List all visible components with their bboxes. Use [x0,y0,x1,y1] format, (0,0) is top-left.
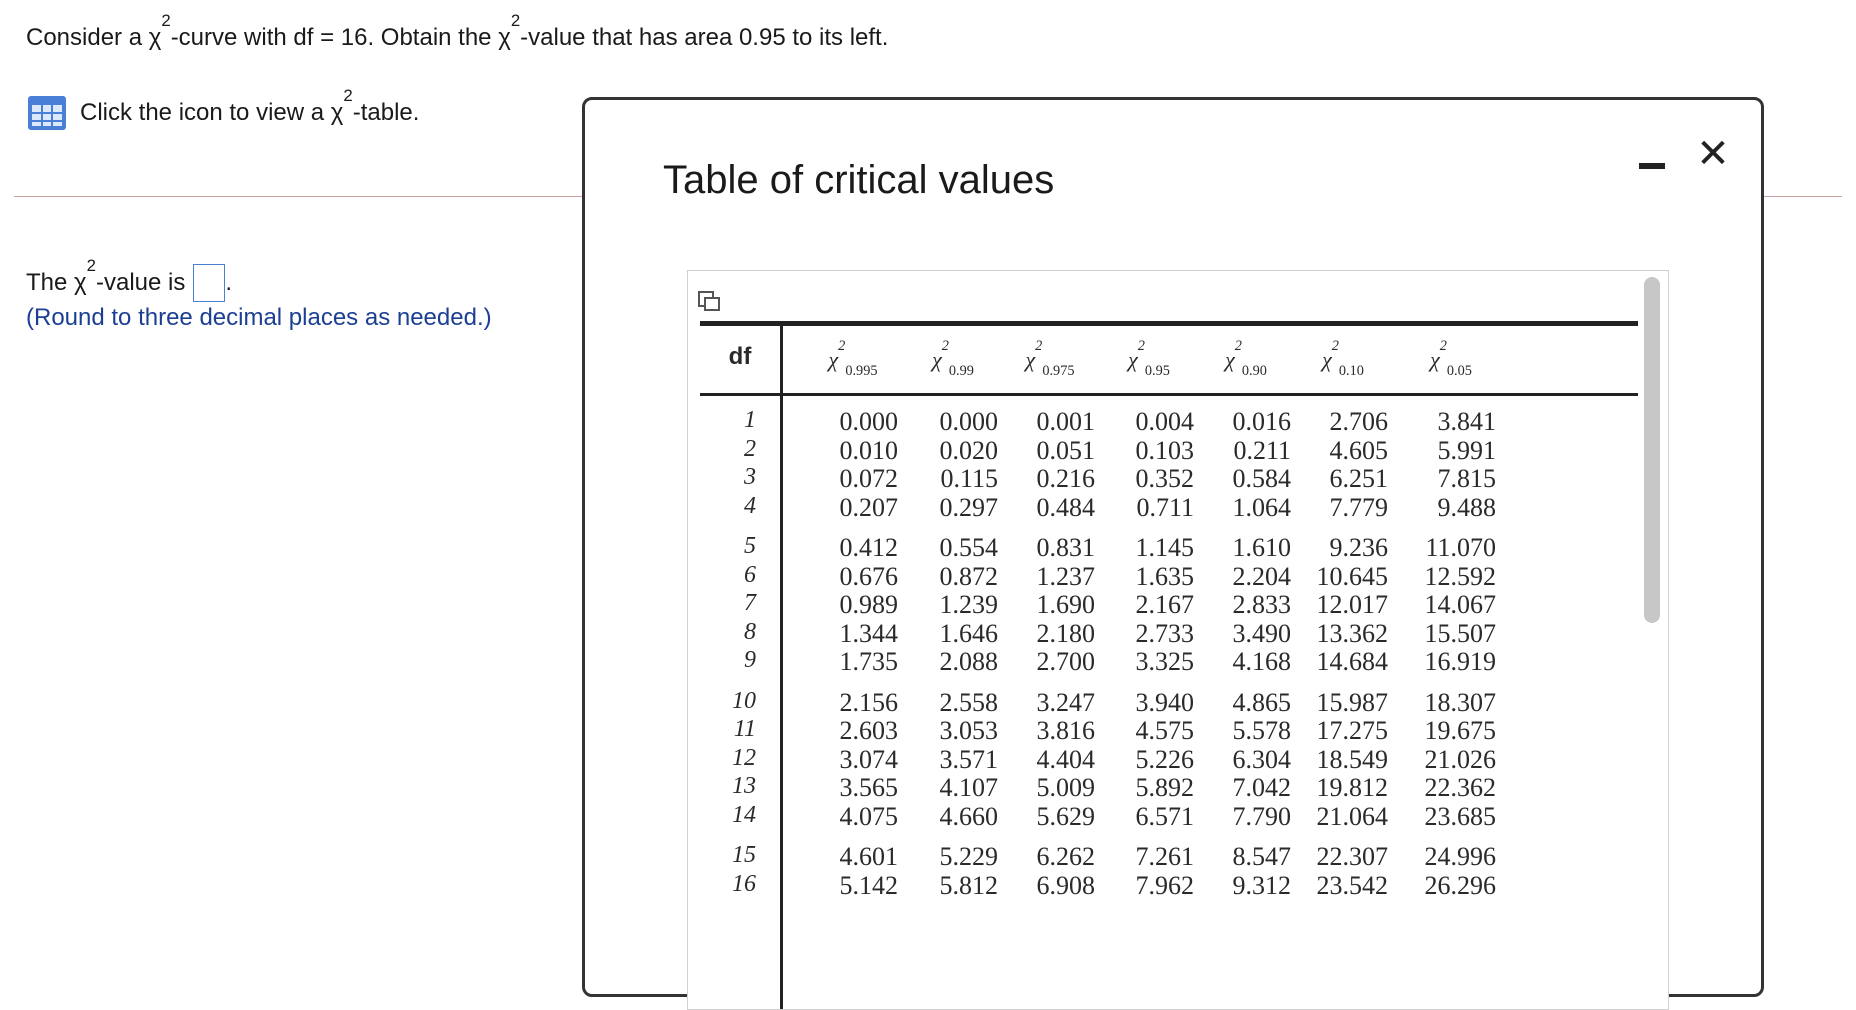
table-icon[interactable] [28,96,66,130]
table-cell: 3.571 [939,744,998,774]
col-header-0_975: $\chi^2_{0.975}$ [1025,338,1075,380]
table-cell: 2.204 [1232,561,1291,591]
table-cell: 5.229 [939,842,998,871]
df-cell: 4 [744,492,756,519]
table-cell: 3.247 [1036,687,1095,717]
df-cell: 1 [744,407,756,433]
table-cell: 7.779 [1329,492,1388,522]
table-cell: 3.325 [1135,647,1194,676]
table-cell: 3.940 [1135,687,1194,717]
table-cell: 11.070 [1425,533,1496,562]
df-cell: 9 [744,647,756,673]
table-cell: 3.490 [1232,618,1291,648]
col-header-0_995: $\chi^2_{0.995}$ [828,338,878,380]
table-cell: 19.812 [1316,773,1388,802]
table-cell: 7.042 [1232,773,1291,802]
table-cell: 5.578 [1232,716,1291,745]
table-cell: 7.815 [1437,464,1496,493]
table-cell: 21.026 [1424,744,1496,774]
table-cell: 0.484 [1036,492,1095,522]
table-cell: 6.251 [1329,464,1388,493]
table-cell: 3.053 [939,716,998,745]
col-header-0_99: $\chi^2_{0.99}$ [932,338,974,380]
table-cell: 3.841 [1437,407,1496,436]
df-cell: 15 [732,842,756,868]
col-header-0_10: $\chi^2_{0.10}$ [1322,338,1364,380]
df-cell: 13 [732,773,756,799]
table-cell: 0.872 [939,561,998,591]
table-cell: 22.307 [1316,842,1388,871]
table-cell: 7.261 [1135,842,1194,871]
table-cell: 5.892 [1135,773,1194,802]
table-header-rule [700,393,1638,396]
df-cell: 3 [744,464,756,490]
table-cell: 2.156 [839,687,898,717]
table-cell: 0.831 [1036,533,1095,562]
table-cell: 24.996 [1424,842,1496,871]
table-cell: 14.684 [1316,647,1388,676]
table-cell: 0.352 [1135,464,1194,493]
df-cell: 8 [744,618,756,645]
table-cell: 0.000 [839,407,898,436]
table-cell: 0.016 [1232,407,1291,436]
table-cell: 0.211 [1233,435,1291,465]
table-cell: 1.735 [839,647,898,676]
table-cell: 0.020 [939,435,998,465]
df-header: df [728,343,752,370]
table-cell: 9.236 [1329,533,1388,562]
table-cell: 0.207 [839,492,898,522]
table-cell: 18.307 [1424,687,1496,717]
table-cell: 0.676 [839,561,898,591]
df-cell: 7 [744,590,756,616]
table-cell: 5.009 [1036,773,1095,802]
table-cell: 4.660 [939,801,998,831]
view-table-text: Click the icon to view a $\chi^2$-table. [80,85,420,126]
table-cell: 17.275 [1316,716,1388,745]
table-cell: 0.115 [940,464,998,493]
table-cell: 1.646 [939,618,998,648]
table-cell: 4.605 [1329,435,1388,465]
table-cell: 6.571 [1135,801,1194,831]
table-cell: 1.610 [1232,533,1291,562]
answer-label: The $\chi^2$-value is [26,255,186,296]
table-cell: 2.833 [1232,590,1291,619]
rounding-note: (Round to three decimal places as needed.) [26,304,492,331]
table-cell: 1.239 [939,590,998,619]
answer-row: The $\chi^2$-value is . [26,264,232,302]
table-cell: 15.507 [1424,618,1496,648]
df-cell: 2 [744,435,756,462]
table-cell: 3.074 [839,744,898,774]
table-cell: 2.180 [1036,618,1095,648]
table-cell: 3.565 [839,773,898,802]
table-cell: 4.404 [1036,744,1095,774]
table-cell: 19.675 [1424,716,1496,745]
table-vertical-rule [780,321,783,1010]
col-header-0_95: $\chi^2_{0.95}$ [1128,338,1170,380]
table-cell: 0.216 [1036,464,1095,493]
table-cell: 0.000 [939,407,998,436]
df-cell: 16 [732,870,756,897]
table-cell: 2.733 [1135,618,1194,648]
answer-input[interactable] [193,264,225,302]
table-cell: 1.064 [1232,492,1291,522]
table-cell: 0.051 [1036,435,1095,465]
table-cell: 4.865 [1232,687,1291,717]
table-cell: 1.690 [1036,590,1095,619]
question-text: Consider a $\chi^2$-curve with df = 16. Obtain the $\chi^2$-value that has area 0.95 to its left. [26,10,889,51]
table-cell: 0.010 [839,435,898,465]
table-cell: 26.296 [1424,870,1496,900]
table-cell: 12.017 [1316,590,1388,619]
table-cell: 7.962 [1135,870,1194,900]
scrollbar[interactable] [1644,277,1660,623]
table-cell: 1.635 [1135,561,1194,591]
df-cell: 5 [744,533,756,559]
table-cell: 1.145 [1135,533,1194,562]
table-cell: 4.075 [839,801,898,831]
table-cell: 3.816 [1036,716,1095,745]
table-cell: 4.107 [939,773,998,802]
table-cell: 0.297 [939,492,998,522]
table-cell: 5.991 [1437,435,1496,465]
table-viewport [687,270,1669,1010]
table-cell: 0.554 [939,533,998,562]
df-cell: 14 [732,801,756,828]
table-cell: 0.001 [1036,407,1095,436]
table-cell: 4.601 [839,842,898,871]
table-cell: 0.989 [839,590,898,619]
table-cell: 2.558 [939,687,998,717]
table-cell: 2.706 [1329,407,1388,436]
view-table-row [28,85,420,130]
table-cell: 0.711 [1136,492,1194,522]
table-cell: 21.064 [1316,801,1388,831]
table-cell: 0.103 [1135,435,1194,465]
table-cell: 9.488 [1437,492,1496,522]
table-cell: 0.584 [1232,464,1291,493]
table-cell: 1.237 [1036,561,1095,591]
table-cell: 6.262 [1036,842,1095,871]
table-cell: 5.226 [1135,744,1194,774]
table-cell: 13.362 [1316,618,1388,648]
table-cell: 12.592 [1424,561,1496,591]
table-cell: 2.088 [939,647,998,676]
table-cell: 0.412 [839,533,898,562]
close-icon[interactable]: ✕ [1696,132,1730,176]
table-cell: 9.312 [1232,870,1291,900]
table-cell: 8.547 [1232,842,1291,871]
df-cell: 12 [732,744,756,771]
df-cell: 10 [732,687,756,714]
table-cell: 23.542 [1316,870,1388,900]
table-cell: 2.603 [839,716,898,745]
minimize-icon[interactable] [1639,152,1665,178]
table-cell: 4.575 [1135,716,1194,745]
table-cell: 15.987 [1316,687,1388,717]
table-cell: 6.908 [1036,870,1095,900]
col-header-0_90: $\chi^2_{0.90}$ [1225,338,1267,380]
table-cell: 23.685 [1424,801,1496,831]
table-cell: 18.549 [1316,744,1388,774]
table-cell: 7.790 [1232,801,1291,831]
table-cell: 16.919 [1424,647,1496,676]
table-cell: 4.168 [1232,647,1291,676]
table-cell: 1.344 [839,618,898,648]
table-cell: 2.167 [1135,590,1194,619]
df-cell: 11 [733,716,756,742]
col-header-0_05: $\chi^2_{0.05}$ [1430,338,1472,380]
table-cell: 10.645 [1316,561,1388,591]
table-cell: 0.004 [1135,407,1194,436]
table-cell: 0.072 [839,464,898,493]
copy-icon[interactable] [698,289,720,309]
df-cell: 6 [744,561,756,588]
critical-values-dialog [582,97,1764,997]
dialog-title: Table of critical values [663,158,1055,202]
table-top-rule [700,321,1638,326]
table-cell: 5.142 [839,870,898,900]
table-cell: 6.304 [1232,744,1291,774]
table-cell: 22.362 [1424,773,1496,802]
table-cell: 2.700 [1036,647,1095,676]
table-cell: 5.812 [939,870,998,900]
table-cell: 5.629 [1036,801,1095,831]
table-cell: 14.067 [1424,590,1496,619]
